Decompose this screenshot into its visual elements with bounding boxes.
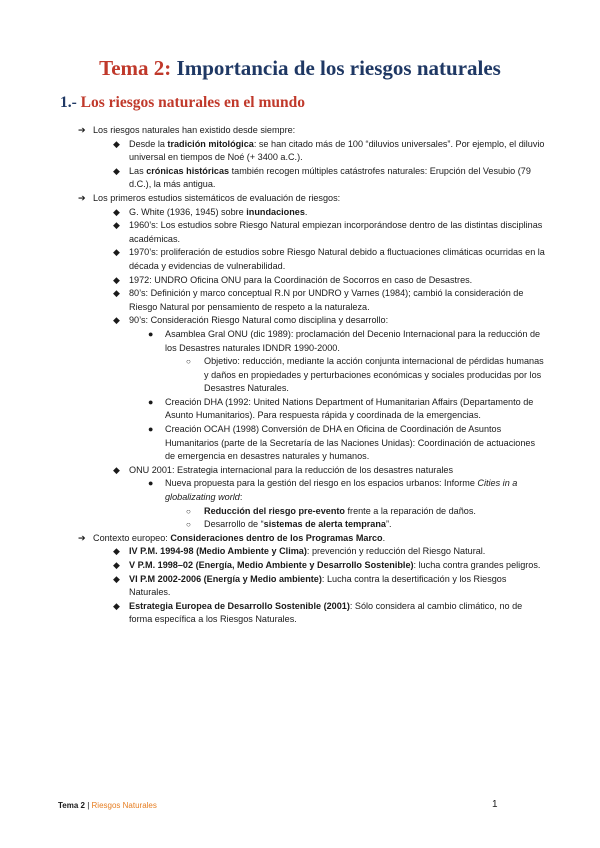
list-item: ◆ Las crónicas históricas también recogen múltiples catástrofes naturales: Erupción del Vesubio (79 d.C.), la más antigua. [113,165,531,190]
list-item: ◆ 80’s: Definición y marco conceptual R.N por UNDRO y Varnes (1984); cambió la consideración de Riesgo Natural por pensamiento de respeto a la naturaleza. [113,288,524,312]
diamond-bullet-icon: ◆ [113,138,120,149]
list-item: ◆ Desde la tradición mitológica: se han citado más de 100 “diluvios universales”. Por ejemplo, el diluvio universal en tiempos de Noé (+ 3400 a.C.). [113,138,545,163]
list-item: ◆ VI P.M 2002-2006 (Energía y Medio ambiente): Lucha contra la desertificación y los Riesgos Naturales. [113,573,507,598]
diamond-bullet-icon: ◆ [113,274,120,285]
bullet-icon: ● [148,396,154,407]
diamond-bullet-icon: ◆ [113,560,120,570]
circle-bullet-icon: ○ [186,506,191,516]
diamond-bullet-icon: ◆ [113,546,120,557]
bullet-icon: ● [148,478,154,489]
section-number: 1.- [60,94,77,111]
document-body [76,124,546,627]
title-prefix: Tema 2: [99,56,172,80]
arrow-icon: ➔ [78,532,86,543]
list-item: ◆ ONU 2001: Estrategia internacional para la reducción de los desastres naturales [76,464,546,478]
list-item: ● Creación DHA (1992: United Nations Department of Humanitarian Affairs (Departamento de Asunto Humanitarios). Para respuesta rápida y coordinada de la emergencias. [148,396,534,421]
arrow-icon: ➔ [78,125,86,135]
diamond-bullet-icon: ◆ [113,247,120,258]
diamond-bullet-icon: ◆ [113,464,120,475]
title-main: Importancia de los riesgos naturales [176,56,501,80]
bullet-icon: ● [148,424,154,435]
list-item: ● Asamblea Gral ONU (dic 1989): proclamación del Decenio Internacional para la reducción de los Desastres naturales IDNDR 1990-2000. [148,328,541,353]
diamond-bullet-icon: ◆ [113,206,120,217]
diamond-bullet-icon: ◆ [113,220,120,231]
diamond-bullet-icon: ◆ [113,573,120,584]
list-item: ➔ Los riesgos naturales han existido desde siempre: [76,124,546,138]
list-item: ○ Reducción del riesgo pre-evento frente a la reparación de daños. [76,505,546,519]
page-title [0,56,600,81]
section-heading [60,94,305,112]
list-item: ● Nueva propuesta para la gestión del riesgo en los espacios urbanos: Informe Cities in a globalizating world: [148,478,518,503]
list-item: ➔ Los primeros estudios sistemáticos de evaluación de riesgos: [76,192,546,206]
footer-topic: Riesgos Naturales [91,801,157,810]
list-item: ◆ G. White (1936, 1945) sobre inundaciones. [76,206,546,220]
diamond-bullet-icon: ◆ [113,600,120,611]
list-item: ● Creación OCAH (1998) Conversión de DHA en Oficina de Coordinación de Asuntos Humanitarios (parte de la Secretaría de las Naciones Unidas): Coordinación de actuaciones de emergencia en desastres naturales y humanos. [148,424,536,462]
footer-separator: | [84,801,92,810]
diamond-bullet-icon: ◆ [113,315,120,326]
diamond-bullet-icon: ◆ [113,165,120,176]
list-item: ◆ V P.M. 1998–02 (Energía, Medio Ambiente y Desarrollo Sostenible): lucha contra grandes peligros. [76,559,546,573]
bullet-icon: ● [148,328,154,339]
footer-label: Tema 2 [58,801,85,810]
circle-bullet-icon: ○ [186,520,191,530]
page-footer [58,801,157,810]
list-item: ◆ 1972: UNDRO Oficina ONU para la Coordinación de Socorros en caso de Desastres. [76,274,546,288]
section-title: Los riesgos naturales en el mundo [80,94,306,111]
list-item: ◆ 1970’s: proliferación de estudios sobre Riesgo Natural debido a fluctuaciones climáticas ocurridas en la década y evidencias de vulnerabilidad. [113,247,545,271]
list-item: ➔ Contexto europeo: Consideraciones dentro de los Programas Marco. [76,532,546,546]
page-number: 1 [492,799,498,810]
list-item: ◆ IV P.M. 1994-98 (Medio Ambiente y Clima): prevención y reducción del Riesgo Natural. [76,545,546,559]
list-item: ◆ Estrategia Europea de Desarrollo Sostenible (2001): Sólo considera al cambio climático, no de forma específica a los Riesgos Naturales. [113,600,523,625]
circle-bullet-icon: ○ [186,357,191,367]
list-item: ○ Objetivo: reducción, mediante la acción conjunta internacional de pérdidas humanas y daños en propiedades y perturbaciones económicas y sociales producidas por los Desastres Naturales. [186,356,544,394]
list-item: ◆ 1960’s: Los estudios sobre Riesgo Natural empiezan incorporándose dentro de las distintas disciplinas académicas. [113,220,543,244]
list-item: ○ Desarrollo de “sistemas de alerta temprana”. [76,518,546,532]
arrow-icon: ➔ [78,192,86,203]
diamond-bullet-icon: ◆ [113,288,120,299]
list-item: ◆ 90’s: Consideración Riesgo Natural como disciplina y desarrollo: [76,314,546,328]
